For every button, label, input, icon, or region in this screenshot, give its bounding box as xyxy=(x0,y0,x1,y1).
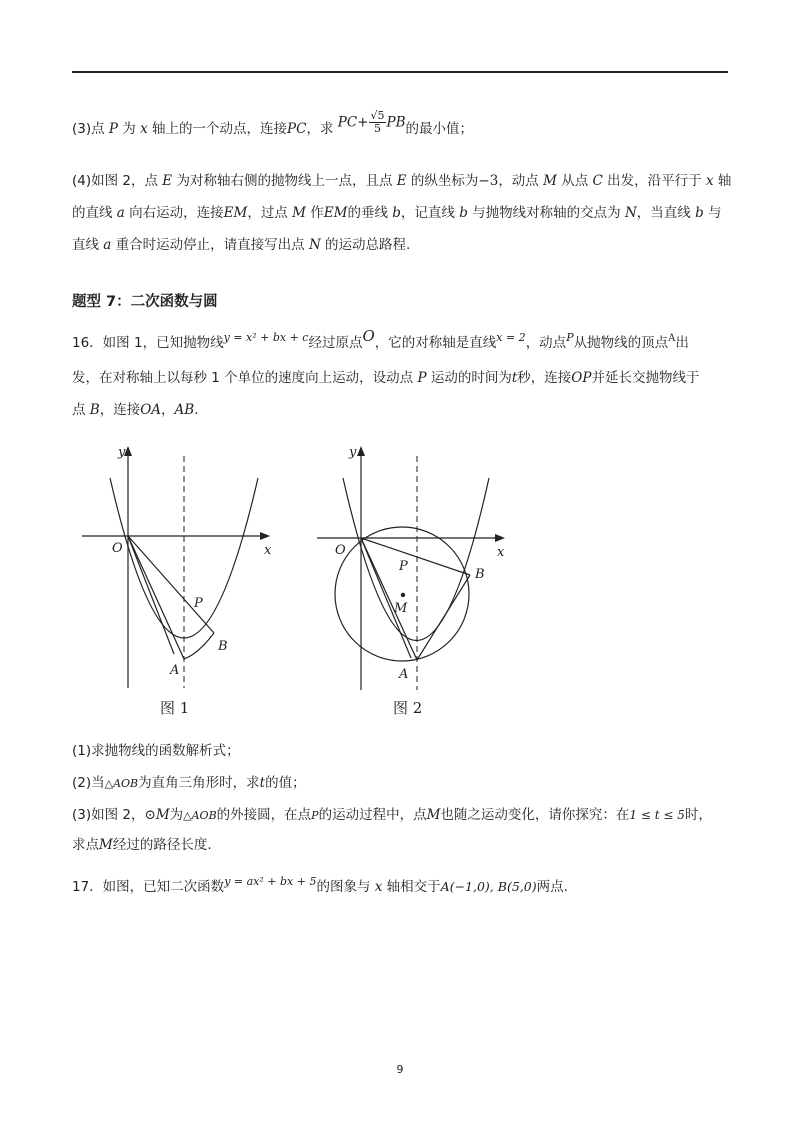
q4-line-3 xyxy=(72,235,410,255)
text-run: 16 xyxy=(72,335,90,351)
q4-line-1 xyxy=(72,171,731,191)
q16-line-2 xyxy=(72,368,699,388)
text-run: 点 xyxy=(91,121,109,137)
q17-line xyxy=(72,872,568,897)
text-run: M xyxy=(543,173,557,189)
text-run: ，记直线 xyxy=(400,205,460,221)
text-run: E xyxy=(162,173,173,189)
text-run: 两点. xyxy=(536,879,568,895)
text-run: (2)当 xyxy=(72,775,105,791)
text-run: 5 xyxy=(373,121,381,135)
text-run: P xyxy=(417,370,427,386)
figure-1-caption: 图 1 xyxy=(160,699,190,717)
text-run: A(−1,0), B(5,0) xyxy=(440,879,537,894)
text-run: PC xyxy=(287,121,307,137)
fig2-segment-OB xyxy=(361,538,470,575)
text-run: 时， xyxy=(684,807,712,823)
text-run: 如图 2，点 xyxy=(91,173,163,189)
fig2-label-P: P xyxy=(399,559,408,574)
figure-2-caption: 图 2 xyxy=(393,699,423,717)
text-run: 点 xyxy=(72,402,90,418)
text-run: 秒，连接 xyxy=(517,370,572,386)
header-rule xyxy=(72,71,728,73)
text-run: 经过原点 xyxy=(308,335,363,351)
q3-fraction xyxy=(369,110,385,135)
text-run: 的图象与 xyxy=(316,879,375,895)
text-run: △AOB xyxy=(183,809,217,822)
text-run: AB xyxy=(174,402,195,418)
text-run: A xyxy=(668,333,676,344)
text-run: (3) xyxy=(72,121,92,137)
text-run: OP xyxy=(571,370,592,386)
fig1-label-y: y xyxy=(118,445,126,460)
text-run: −3 xyxy=(478,173,499,189)
text-run: 为直角三角形时，求 xyxy=(138,775,260,791)
text-run: ，动点 xyxy=(498,173,544,189)
q4-line-2 xyxy=(72,203,722,223)
text-run: 求点 xyxy=(72,837,99,853)
text-run: y = x² + bx + c xyxy=(223,331,309,344)
fig1-label-x: x xyxy=(264,543,272,558)
fig2-label-x: x xyxy=(497,545,505,560)
text-run: P xyxy=(566,331,574,344)
text-run: M xyxy=(426,807,441,823)
figure-1 xyxy=(78,438,288,700)
q16-sub2 xyxy=(72,773,306,794)
text-run: 与抛物线对称轴的交点为 xyxy=(467,205,625,221)
q16-sub3 xyxy=(72,805,712,826)
text-run: ，动点 xyxy=(525,335,567,351)
text-run: N xyxy=(624,205,637,221)
fig1-label-O: O xyxy=(112,541,123,556)
text-run: x xyxy=(705,173,714,189)
text-run: PC xyxy=(337,114,358,130)
fig1-segment-OA xyxy=(128,536,184,659)
text-run: C xyxy=(592,173,603,189)
text-run: ， xyxy=(161,402,175,418)
text-run: b xyxy=(392,205,401,221)
text-run: 经过的路径长度. xyxy=(112,837,212,853)
text-run: 为 xyxy=(169,807,184,823)
text-run: t xyxy=(511,370,518,386)
text-run: + xyxy=(357,114,369,130)
text-run: E xyxy=(396,173,407,189)
text-run: 从点 xyxy=(556,173,593,189)
text-run: 出 xyxy=(675,335,689,351)
text-run: OA xyxy=(140,402,162,418)
text-run: 也随之运动变化，请你探究：在 xyxy=(440,807,630,823)
text-run: 从抛物线的顶点 xyxy=(573,335,669,351)
page-number: 9 xyxy=(396,1063,404,1076)
fig2-label-B: B xyxy=(475,567,485,582)
text-run: M xyxy=(292,205,306,221)
fig2-x-arrow xyxy=(495,534,505,542)
text-run: b xyxy=(695,205,704,221)
q3-expression xyxy=(338,110,406,135)
fig2-center-M xyxy=(401,593,405,597)
text-run: N xyxy=(308,237,321,253)
fig2-label-A: A xyxy=(399,667,409,682)
text-run: 为对称轴右侧的抛物线上一点，且点 xyxy=(172,173,397,189)
text-run: EM xyxy=(323,205,348,221)
fig1-label-P: P xyxy=(194,596,203,611)
text-run: x xyxy=(374,879,383,895)
text-run: 轴相交于 xyxy=(382,879,441,895)
text-run: 17 xyxy=(72,879,90,895)
text-run: 的运动总路程. xyxy=(320,237,411,253)
text-run: 1 ≤ t ≤ 5 xyxy=(629,808,685,822)
fig2-y-arrow xyxy=(357,446,365,456)
text-run: O xyxy=(362,327,375,345)
section-heading: 题型 7：二次函数与圆 xyxy=(72,294,218,310)
text-run: (3)如图 2， xyxy=(72,807,145,823)
fig2-parabola xyxy=(343,478,489,641)
text-run: ，求 xyxy=(306,121,334,137)
text-run: 出发，沿平行于 xyxy=(602,173,706,189)
text-run: 的纵坐标为 xyxy=(406,173,479,189)
text-run: y = ax² + bx + 5 xyxy=(224,875,317,888)
text-run: △AOB xyxy=(104,777,139,790)
text-run: 的最小值； xyxy=(405,121,474,137)
fig2-segment-OA xyxy=(361,538,417,660)
fig1-label-B: B xyxy=(218,639,228,654)
text-run: 轴 xyxy=(713,173,732,189)
fig2-segment-inner xyxy=(361,538,411,658)
text-run: P xyxy=(108,121,119,137)
text-run: ，当直线 xyxy=(636,205,696,221)
fig2-label-y: y xyxy=(349,445,357,460)
text-run: (4) xyxy=(72,173,92,189)
fig1-label-A: A xyxy=(170,663,180,678)
text-run: PB xyxy=(386,114,406,130)
text-run: EM xyxy=(223,205,248,221)
text-run: 的外接圆，在点 xyxy=(216,807,312,823)
text-run: ，过点 xyxy=(247,205,293,221)
text-run: x xyxy=(140,121,148,137)
q16-sub1: (1)求抛物线的函数解析式； xyxy=(72,743,240,759)
text-run: ．如图 1，已知抛物线 xyxy=(89,335,224,351)
text-run: b xyxy=(459,205,468,221)
text-run: ，连接 xyxy=(99,402,141,418)
q16-line-1 xyxy=(72,326,689,353)
text-run: 轴上的一个动点，连接 xyxy=(147,121,288,137)
text-run: . xyxy=(194,402,199,418)
text-run: √5 xyxy=(370,108,385,122)
text-run: 的运动过程中，点 xyxy=(318,807,427,823)
text-run: B xyxy=(89,402,100,418)
text-run: M xyxy=(99,837,113,853)
fig1-x-arrow xyxy=(260,532,270,540)
text-run: t xyxy=(259,775,266,791)
text-run: a xyxy=(103,237,112,253)
figure-2 xyxy=(313,438,523,700)
text-run: 直线 xyxy=(72,237,104,253)
text-run: 并延长交抛物线于 xyxy=(591,370,700,386)
text-run: ，它的对称轴是直线 xyxy=(374,335,497,351)
text-run: 的直线 xyxy=(72,205,117,221)
text-run: 与 xyxy=(703,205,722,221)
text-run: P xyxy=(311,809,319,822)
text-run: 重合时运动停止，请直接写出点 xyxy=(111,237,309,253)
q16-line-3 xyxy=(72,400,199,420)
text-run: 作 xyxy=(305,205,324,221)
text-run: 发，在对称轴上以每秒 1 个单位的速度向上运动，设动点 xyxy=(72,370,418,386)
fig2-label-O: O xyxy=(335,543,346,558)
text-run: 的垂线 xyxy=(347,205,393,221)
fig1-segment-OB-inner xyxy=(128,536,174,654)
q3-line xyxy=(72,108,474,139)
text-run: 的值； xyxy=(265,775,306,791)
text-run: a xyxy=(116,205,125,221)
text-run: 向右运动，连接 xyxy=(124,205,224,221)
text-run: 为 xyxy=(118,121,141,137)
q16-sub3-cont xyxy=(72,835,212,855)
fig2-label-M: M xyxy=(394,601,408,616)
text-run: 运动的时间为 xyxy=(426,370,512,386)
text-run: ．如图，已知二次函数 xyxy=(89,879,225,895)
text-run: ⊙M xyxy=(144,807,170,823)
text-run: x = 2 xyxy=(496,331,526,344)
